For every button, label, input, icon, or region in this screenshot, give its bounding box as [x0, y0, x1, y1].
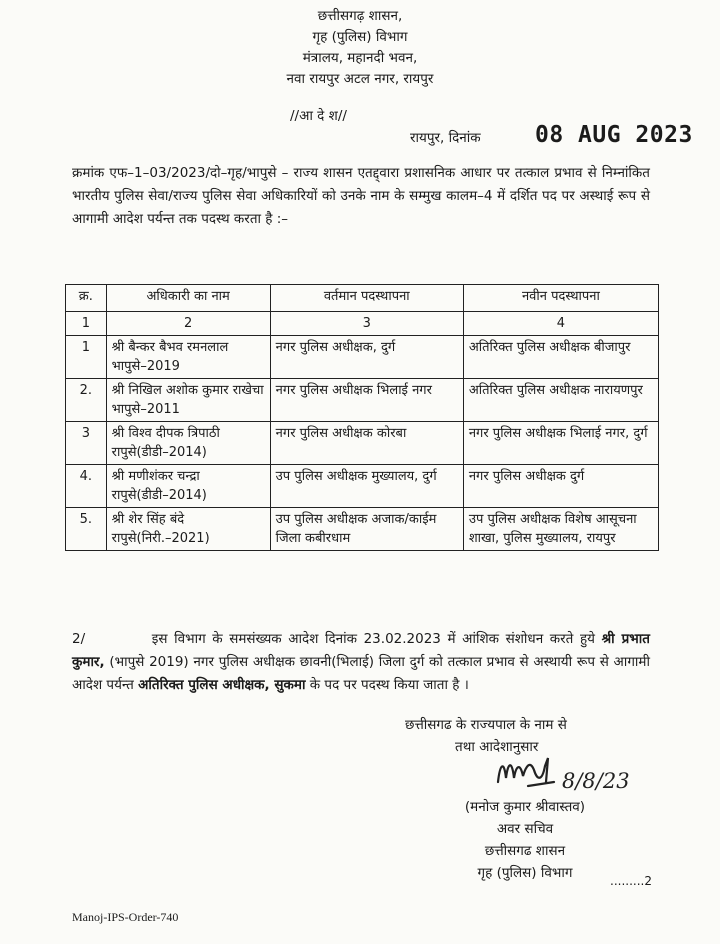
current-posting-cell: नगर पुलिस अधीक्षक भिलाई नगर: [270, 379, 463, 422]
order-title: //आ दे श//: [290, 108, 347, 124]
officer-service: रापुसे(डीडी–2014): [111, 445, 207, 460]
paragraph-text: (भापुसे 2019) नगर पुलिस अधीक्षक छावनी(भिलाई) जिला दुर्ग को तत्काल प्रभाव से अस्थायी रूप से आगामी आदेश पर्यन्त: [72, 654, 650, 693]
letterhead-line: नवा रायपुर अटल नगर, रायपुर: [286, 71, 434, 87]
header-current-posting: वर्तमान पदस्थापना: [270, 285, 463, 312]
officer-cell: [106, 379, 270, 422]
order-paragraph-2: [72, 628, 650, 697]
letterhead-line: मंत्रालय, महानदी भवन,: [302, 50, 418, 66]
new-posting-cell: अतिरिक्त पुलिस अधीक्षक नारायणपुर: [463, 379, 658, 422]
current-posting-cell: उप पुलिस अधीक्षक अजाक/काईम जिला कबीरधाम: [270, 508, 463, 551]
signature-date: 8/8/23: [562, 769, 630, 793]
new-posting-cell: अतिरिक्त पुलिस अधीक्षक बीजापुर: [463, 336, 658, 379]
file-reference-footer: Manoj-IPS-Order-740: [72, 910, 179, 924]
officer-name: श्री बैन्कर बैभव रमनलाल: [111, 340, 229, 355]
column-number: 1: [66, 312, 107, 336]
serial-cell: 4.: [66, 465, 107, 508]
signatory-department: गृह (पुलिस) विभाग: [477, 865, 573, 881]
header-new-posting: नवीन पदस्थापना: [463, 285, 658, 312]
current-posting-cell: नगर पुलिस अधीक्षक कोरबा: [270, 422, 463, 465]
order-paragraph-1: क्रमांक एफ–1–03/2023/दो–गृह/भापुसे – राज्य शासन एतद्द्वारा प्रशासनिक आधार पर तत्काल प्रभाव से निम्नांकित भारतीय पुलिस सेवा/राज्य पुलिस सेवा अधिकारियों को उनके नाम के सम्मुख कालम–4 में दर्शित पद पर अस्थाई रूप से आगामी आदेश पर्यन्त तक पदस्थ करता है :–: [72, 165, 650, 227]
header-serial: क्र.: [66, 285, 107, 312]
serial-cell: 1: [66, 336, 107, 379]
paragraph-text: इस विभाग के समसंख्यक आदेश दिनांक 23.02.2023 में आंशिक संशोधन करते हुये: [151, 631, 595, 647]
officer-name: श्री विश्व दीपक त्रिपाठी: [111, 426, 220, 441]
current-posting-cell: नगर पुलिस अधीक्षक, दुर्ग: [270, 336, 463, 379]
column-number-row: [66, 312, 659, 336]
letterhead: [240, 6, 480, 90]
signatory-designation: अवर सचिव: [496, 821, 554, 837]
posting-table: [65, 284, 659, 551]
column-number: 3: [270, 312, 463, 336]
table-row: [66, 508, 659, 551]
new-post-bold: अतिरिक्त पुलिस अधीक्षक, सुकमा: [138, 677, 306, 693]
officer-service: रापुसे(डीडी–2014): [111, 488, 207, 503]
table-row: [66, 465, 659, 508]
signatory-details: [440, 796, 610, 884]
letterhead-line: छत्तीसगढ़ शासन,: [317, 8, 403, 24]
paragraph-number: 2/: [72, 631, 86, 647]
officer-name: श्री निखिल अशोक कुमार राखेचा: [111, 383, 264, 398]
place-date-label: रायपुर, दिनांक: [410, 130, 481, 146]
letterhead-line: गृह (पुलिस) विभाग: [312, 29, 408, 45]
signatory-department: छत्तीसगढ शासन: [484, 843, 566, 859]
serial-cell: 2.: [66, 379, 107, 422]
date-stamp: 08 AUG 2023: [535, 122, 693, 148]
new-posting-cell: नगर पुलिस अधीक्षक भिलाई नगर, दुर्ग: [463, 422, 658, 465]
new-posting-cell: उप पुलिस अधीक्षक विशेष आसूचना शाखा, पुलिस मुख्यालय, रायपुर: [463, 508, 658, 551]
signatory-name: (मनोज कुमार श्रीवास्तव): [464, 799, 586, 815]
new-posting-cell: नगर पुलिस अधीक्षक दुर्ग: [463, 465, 658, 508]
column-number: 4: [463, 312, 658, 336]
continuation-marker: .........2: [610, 874, 652, 888]
officer-cell: [106, 465, 270, 508]
handwritten-signature: [490, 752, 655, 800]
current-posting-cell: उप पुलिस अधीक्षक मुख्यालय, दुर्ग: [270, 465, 463, 508]
officer-name-bold: श्री प्रभात कुमार,: [72, 631, 650, 670]
table-row: [66, 422, 659, 465]
officer-cell: [106, 336, 270, 379]
table-row: [66, 379, 659, 422]
serial-cell: 5.: [66, 508, 107, 551]
officer-service: भापुसे–2019: [111, 359, 180, 374]
officer-name: श्री शेर सिंह बंदे: [111, 512, 185, 527]
authority-line: छत्तीसगढ के राज्यपाल के नाम से: [405, 717, 567, 733]
serial-cell: 3: [66, 422, 107, 465]
header-officer-name: अधिकारी का नाम: [106, 285, 270, 312]
paragraph-text: के पद पर पदस्थ किया जाता है ।: [309, 677, 469, 693]
officer-cell: [106, 422, 270, 465]
officer-name: श्री मणीशंकर चन्द्रा: [111, 469, 200, 484]
column-number: 2: [106, 312, 270, 336]
authority-line: तथा आदेशानुसार: [455, 739, 539, 755]
officer-service: भापुसे–2011: [111, 402, 180, 417]
officer-cell: [106, 508, 270, 551]
table-header-row: [66, 285, 659, 312]
officer-service: रापुसे(निरी.–2021): [111, 531, 210, 546]
table-row: [66, 336, 659, 379]
